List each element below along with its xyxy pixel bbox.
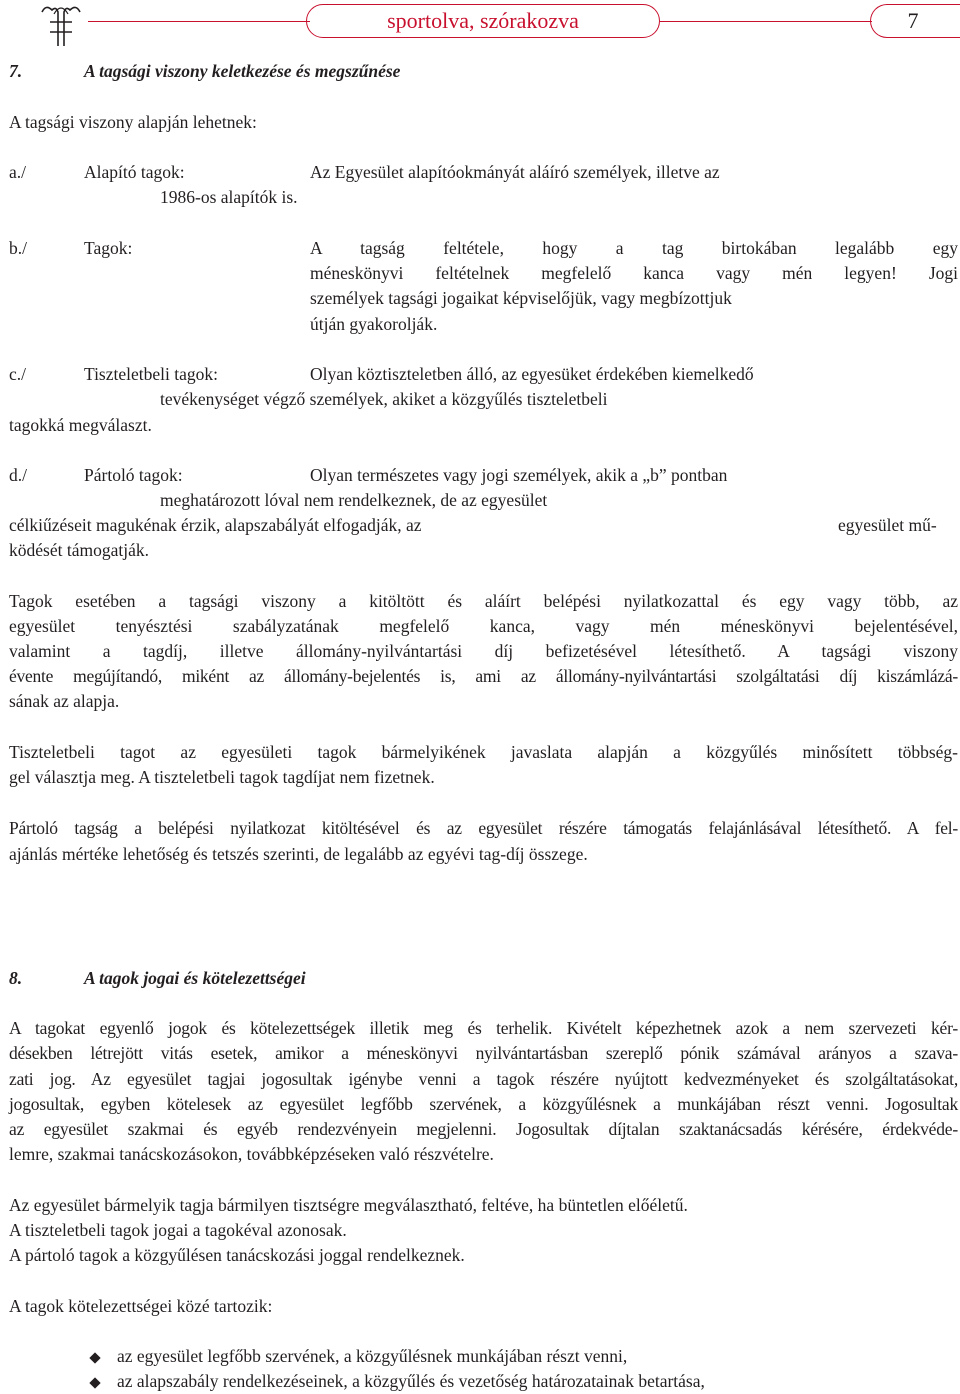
section-8-title: A tagok jogai és kötelezettségei [84,968,306,988]
item-d-line: egyesület mű- [838,515,937,535]
item-d-line: meghatározott lóval nem rendelkeznek, de az egyesület [160,490,548,510]
item-b-label: Tagok: [84,238,133,258]
paragraph-line: évente megújítandó, miként az állomány-bejelentés is, ami az állomány-nyilvántartási szolgáltatási díj kiszámlázá- [9,666,958,686]
bullet-icon [89,1352,100,1363]
rights-line: A pártoló tagok a közgyűlésen tanácskozási joggal rendelkeznek. [9,1245,465,1265]
item-d-line: ködését támogatják. [9,540,149,560]
paragraph-line: Tagok esetében a tagsági viszony a kitöltött és aláírt belépési nyilatkozattal és egy vagy több, az [9,591,958,611]
obligations-intro: A tagok kötelezettségei közé tartozik: [9,1296,273,1316]
section-7-title: A tagsági viszony keletkezése és megszűnése [84,61,401,81]
bullet-icon [89,1377,100,1388]
paragraph-line: gel választja meg. A tiszteletbeli tagok tagdíjat nem fizetnek. [9,767,435,787]
paragraph-line: egyesület tenyésztési szabályzatának megfelelő kanca, vagy mén méneskönyvi bejelentésével, [9,616,958,636]
section-7-number: 7. [9,61,23,81]
rights-line: Az egyesület bármelyik tagja bármilyen tisztségre megválasztható, feltéve, ha büntetlen előéletű. [9,1195,688,1215]
item-b-line: méneskönyvi feltételnek megfelelő kanca vagy mén legyen! Jogi [310,263,958,283]
rights-line: A tiszteletbeli tagok jogai a tagokéval azonosak. [9,1220,347,1240]
paragraph-line: Pártoló tagság a belépési nyilatkozat kitöltésével és az egyesület részére támogatás felajánlásával létesíthető. A fel- [9,818,958,838]
item-c-line: Olyan köztiszteletben álló, az egyesüket érdekében kiemelkedő [310,364,754,384]
item-a-line: Az Egyesület alapítóokmányát aláíró személyek, illetve az [310,162,720,182]
header-title: sportolva, szórakozva [387,8,579,33]
item-a-letter: a./ [9,162,27,182]
section-7-intro: A tagsági viszony alapján lehetnek: [9,112,257,132]
item-b-line: útján gyakorolják. [310,314,438,334]
header-rule-left [88,21,310,22]
item-d-line: Olyan természetes vagy jogi személyek, akik a „b” pontban [310,465,728,485]
paragraph-line: valamint a tagdíj, illetve állomány-nyilvántartási díj befizetésével létesíthető. A tagsági viszony [9,641,958,661]
item-c-letter: c./ [9,364,27,384]
list-item: az egyesület legfőbb szervének, a közgyűlésnek munkájában részt venni, [117,1346,628,1366]
paragraph-line: az egyesület szakmai és egyéb rendezvényein megjelenni. Jogosultak díjtalan szaktanácsadás kérésére, érdekvéde- [9,1119,958,1139]
paragraph-line: zati jog. Az egyesület tagjai jogosultak igénybe venni a tagok részére nyújtott kedvezményeket és szolgáltatásokat, [9,1069,958,1089]
paragraph-line: lemre, szakmai tanácskozásokon, továbbképzéseken való részvételre. [9,1144,494,1164]
paragraph-line: jogosultak, egyben kötelesek az egyesület legfőbb szervének, a közgyűlésnek a munkájában részt venni. Jogosultak [9,1094,958,1114]
paragraph-line: A tagokat egyenlő jogok és kötelezettségek illetik meg és terhelik. Kivételt képezhetnek azok a nem szervezeti kér- [9,1018,958,1038]
item-d-letter: d./ [9,465,27,485]
item-d-line: célkiűzéseit magukénak érzik, alapszabályát elfogadják, az [9,515,422,535]
item-b-letter: b./ [9,238,27,258]
section-8-number: 8. [9,968,23,988]
item-c-line: tevékenységet végző személyek, akiket a közgyűlés tiszteletbeli [160,389,608,409]
list-item: az alapszabály rendelkezéseinek, a közgyűlés és vezetőség határozatainak betartása, [117,1371,705,1391]
item-b-line: A tagság feltétele, hogy a tag birtokában legalább egy [310,238,958,258]
item-a-line: 1986-os alapítók is. [160,187,298,207]
item-a-label: Alapító tagok: [84,162,185,182]
header-rule-right [660,21,872,22]
page-number: 7 [907,8,919,33]
item-c-line: tagokká megválaszt. [9,415,152,435]
paragraph-line: ajánlás mértéke lehetőség és tetszés szerinti, de legalább az egyévi tag-díj összege. [9,844,588,864]
paragraph-line: Tiszteletbeli tagot az egyesületi tagok bármelyikének javaslata alapján a közgyűlés minősített többség- [9,742,958,762]
paragraph-line: sának az alapja. [9,691,120,711]
item-c-label: Tiszteletbeli tagok: [84,364,218,384]
item-b-line: személyek tagsági jogaikat képviselőjük, vagy megbízottjuk [310,288,732,308]
paragraph-line: désekben létrejött vitás esetek, amikor a méneskönyvi nyilvántartásban szereplő pónik számával arányos a szava- [9,1043,958,1063]
item-d-label: Pártoló tagok: [84,465,183,485]
horse-logo-icon [36,2,86,48]
